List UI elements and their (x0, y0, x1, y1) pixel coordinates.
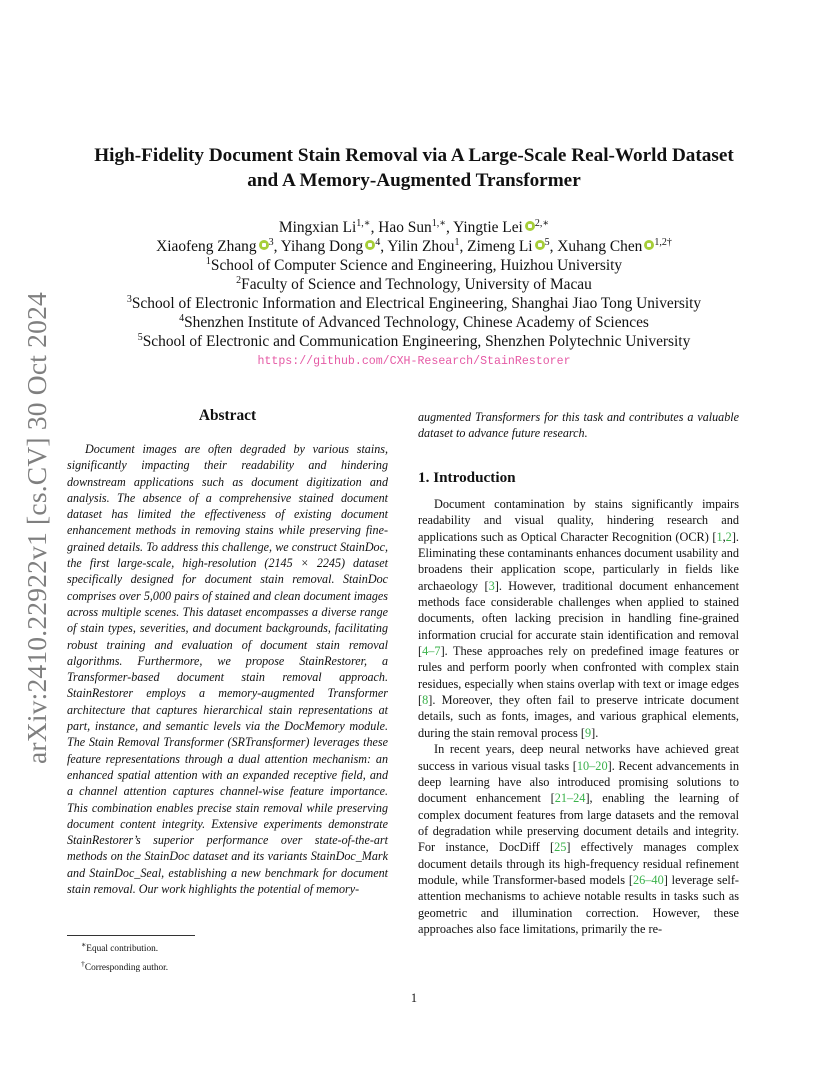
affiliation-mark: 1 (205, 255, 211, 267)
orcid-icon (365, 240, 375, 250)
paragraph-text: ], enabling the learning of complex document features from large datasets and the removal of degradation while preserving document details and integrity. For instance, DocDiff [ (418, 791, 739, 855)
author (467, 238, 549, 255)
citation-link[interactable]: 9 (585, 725, 592, 740)
paragraph-text: Document contamination by stains significantly impairs readability and visual quality, hindering research and applications such as Optical Character Recognition (OCR) [ (418, 497, 739, 544)
affiliation-mark: 4 (179, 312, 185, 324)
footnote (67, 938, 168, 957)
author-name: Zimeng Li (467, 238, 533, 255)
title-line-2: and A Memory-Augmented Transformer (247, 170, 581, 191)
author-name: Yilin Zhou (387, 238, 455, 255)
affiliation (60, 294, 768, 313)
footnote (67, 957, 168, 976)
footnote-text: Equal contribution. (86, 944, 159, 955)
author-affiliation-mark: 4 (375, 236, 381, 248)
author-name: Hao Sun (378, 219, 432, 236)
affiliation (60, 332, 768, 351)
author (378, 219, 446, 236)
affiliation (60, 256, 768, 275)
footnote-text: Corresponding author. (84, 962, 169, 973)
paragraph-text: ]. Moreover, they often fail to preserve intricate document details, such as fonts, images, and various graphical elements, during the stain removal process [ (418, 693, 739, 740)
paragraph-text: ]. These approaches rely on predefined image features or rules and perform poorly when confronted with complex stain residues, especially when stains overlap with text or image edges [ (418, 644, 739, 708)
author-name: Xuhang Chen (557, 238, 643, 255)
citation-link[interactable]: 26–40 (632, 872, 664, 887)
author (281, 238, 381, 255)
footnote-mark: † (81, 958, 85, 968)
title-line-1: High-Fidelity Document Stain Removal via A Large-Scale Real-World Dataset (94, 145, 734, 166)
citation-link[interactable]: 2 (725, 529, 732, 544)
affiliation-text: Shenzhen Institute of Advanced Technology, Chinese Academy of Sciences (184, 314, 649, 331)
footnotes (67, 938, 168, 975)
paragraph-text: ] leverage self-attention mechanisms to achieve notable results in tasks such as geometric and illumination correction. However, these approaches also face limitations, primarily the re- (418, 872, 740, 936)
citation-link[interactable]: 25 (554, 840, 567, 855)
orcid-icon (535, 240, 545, 250)
author-affiliation-mark: 3 (268, 236, 274, 248)
citation-link[interactable]: 8 (422, 693, 429, 708)
author-affiliation-mark: 5 (544, 236, 550, 248)
author-name: Mingxian Li (278, 219, 357, 236)
author-affiliation-mark: 2,∗ (534, 217, 550, 229)
arxiv-identifier-stamp: arXiv:2410.22922v1 [cs.CV] 30 Oct 2024 (21, 292, 52, 764)
citation-link[interactable]: 3 (488, 578, 495, 593)
abstract-heading: Abstract (198, 407, 257, 424)
paragraph-text: In recent years, deep neural networks have achieved great success in various visual tasks [ (418, 742, 739, 773)
citation-link[interactable]: 21–24 (554, 791, 586, 806)
author-line: Xiaofeng Zhang $^3$, Yihang Dong $^4$, Yilin Zhou$^1$, Zimeng Li $^5$, Xuhang Chen $^{1,2\dagger}$ (156, 236, 672, 255)
paragraph-text: , (722, 529, 726, 544)
affiliation-text: Faculty of Science and Technology, University of Macau (241, 276, 592, 293)
paragraph-text: ]. Recent advancements in deep learning have also introduced promising solutions to document enhancement [ (418, 758, 739, 806)
author (279, 219, 371, 236)
affiliation-mark: 2 (236, 274, 242, 286)
introduction-body (418, 496, 739, 937)
author-name: Yingtie Lei (453, 219, 523, 236)
affiliation-list (60, 256, 768, 351)
author-name: Xiaofeng Zhang (156, 238, 257, 255)
affiliation (60, 275, 768, 294)
author (156, 238, 273, 255)
intro-paragraph-2 (418, 741, 739, 937)
abstract-text: Document images are often degraded by various stains, significantly impacting their readability and hindering downstream applications such as document digitization and analysis. The absence of a comprehensive stained document dataset has limited the effectiveness of existing document enhancement methods in removing stains while preserving fine-grained details. To address this challenge, we construct StainDoc, the first large-scale, high-resolution (2145 × 2245) dataset specifically designed for document stain removal. StainDoc comprises over 5,000 pairs of stained and clean document images across multiple scenes. This dataset encompasses a diverse range of stain types, severities, and document backgrounds, facilitating robust training and evaluation of document stain removal algorithms. Furthermore, we propose StainRestorer, a Transformer-based document stain removal approach. StainRestorer employs a memory-augmented Transformer architecture that captures hierarchical stain representations at part, instance, and semantic levels via the DocMemory module. The Stain Removal Transformer (SRTransformer) leverages these feature representations through a dual attention mechanism: an enhanced spatial attention with an expanded receptive field, and a channel attention captures channel-wise feature importance. This combination enables precise stain removal while preserving document content integrity. Extensive experiments demonstrate StainRestorer’s superior performance over state-of-the-art methods on the StainDoc dataset and its variants StainDoc_Mark and StainDoc_Seal, establishing a new benchmark for document stain removal. Our work highlights the potential of memory- (67, 442, 388, 897)
affiliation-mark: 5 (137, 331, 143, 343)
paragraph-text: ]. (591, 725, 599, 740)
affiliation (60, 313, 768, 332)
author (387, 238, 459, 255)
author-affiliation-mark: 1,∗ (431, 217, 447, 229)
abstract-continued-text: augmented Transformers for this task and contributes a valuable dataset to advance future research. (418, 410, 739, 441)
citation-link[interactable]: 1 (716, 529, 723, 544)
section-heading-introduction: 1. Introduction (418, 469, 516, 486)
orcid-icon (644, 240, 654, 250)
intro-paragraph-1 (418, 496, 739, 741)
author-block (60, 218, 768, 373)
author (453, 219, 549, 236)
author-affiliation-mark: 1,∗ (356, 217, 371, 229)
author-affiliation-mark: 1 (454, 236, 460, 248)
citation-link[interactable]: 4–7 (422, 644, 441, 659)
citation-link[interactable]: 10–20 (576, 758, 608, 773)
repository-link[interactable]: https://github.com/CXH-Research/StainRestorer (257, 355, 571, 368)
affiliation-mark: 3 (126, 293, 132, 305)
paragraph-text: ]. However, traditional document enhancement methods face considerable challenges when applied to stained documents, often lacking precision in handling fine-grained information crucial for accurate stain identification and removal [ (418, 578, 739, 659)
page-number: 1 (410, 991, 418, 1005)
footnote-mark: ∗ (81, 940, 87, 949)
author-affiliation-mark: 1,2† (654, 236, 672, 248)
author-line: Mingxian $Li^{1,∗}$, Hao Sun$^{1,∗}$, Yingtie Lei $^{2,∗}$ (278, 217, 550, 236)
affiliation-text: School of Electronic Information and Electrical Engineering, Shanghai Jiao Tong University (131, 295, 702, 312)
footnote-rule (67, 935, 195, 936)
affiliation-text: School of Computer Science and Engineering, Huizhou University (210, 257, 623, 274)
orcid-icon (259, 240, 269, 250)
author (557, 238, 672, 255)
paragraph-text: ] effectively manages complex document details through its high-frequency residual refinement module, while Transformer-based models [ (418, 840, 739, 887)
author-name: Yihang Dong (280, 238, 364, 255)
paper-title (60, 143, 768, 193)
paragraph-text: ]. Eliminating these contaminants enhances document usability and broadens their application scope, particularly in fields like archaeology [ (418, 529, 740, 593)
orcid-icon (525, 221, 535, 231)
affiliation-text: School of Electronic and Communication Engineering, Shenzhen Polytechnic University (142, 333, 691, 350)
